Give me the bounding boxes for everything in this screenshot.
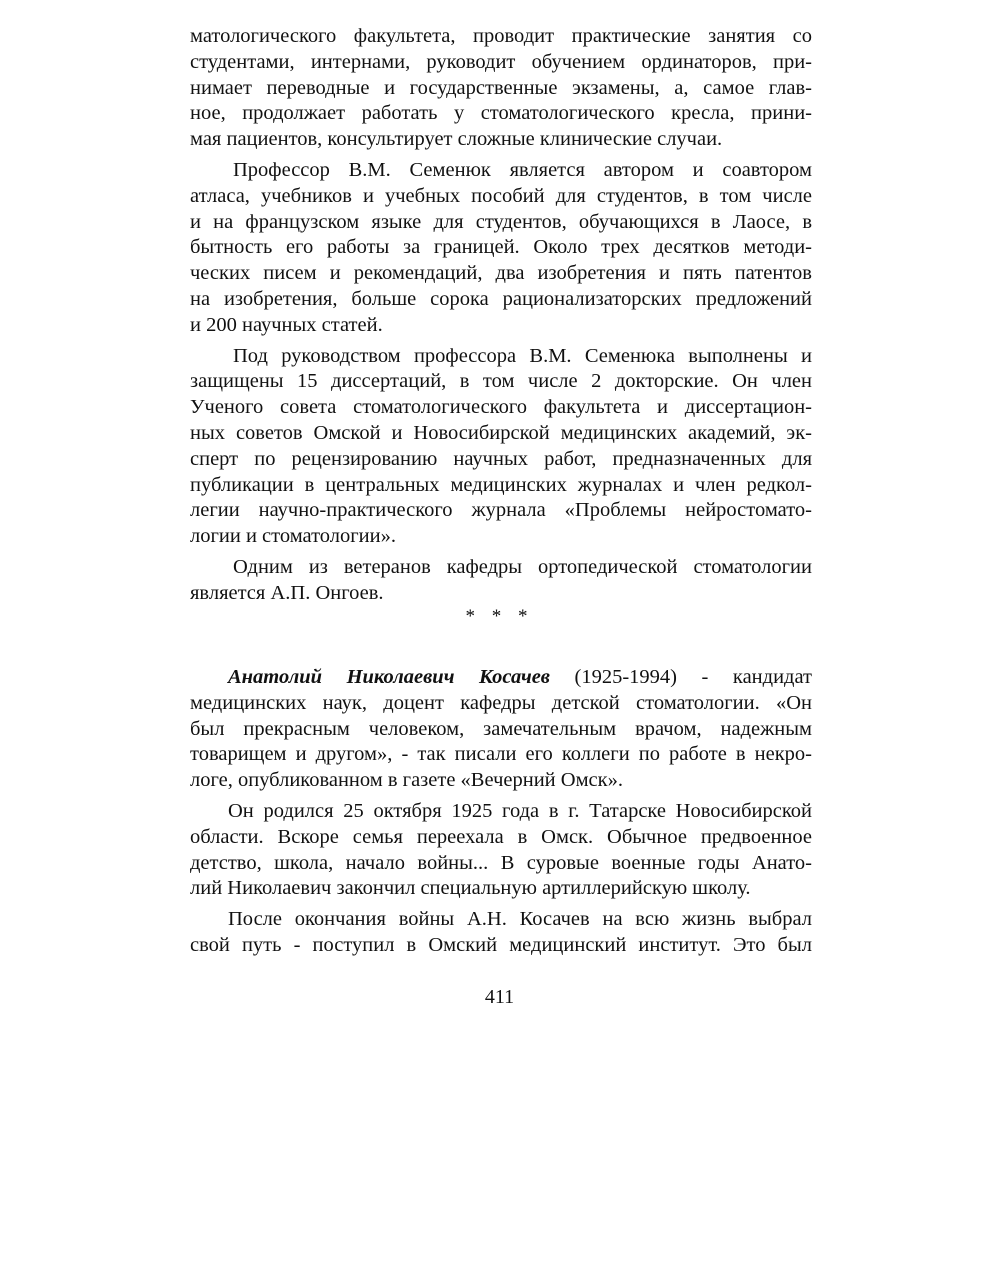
text-line: сперт по рецензированию научных работ, предназначенных для bbox=[190, 447, 812, 470]
text-line: Ученого совета стоматологического факультета и диссертацион- bbox=[190, 396, 812, 419]
text-line: детство, школа, начало войны... В суровые военные годы Анато- bbox=[190, 851, 812, 874]
text-block-kosachev bbox=[190, 665, 812, 959]
text-line: матологического факультета, проводит практические занятия со bbox=[190, 25, 812, 47]
text-line: Он родился 25 октября 1925 года в г. Татарске Новосибирской bbox=[228, 799, 812, 822]
text-line bbox=[190, 665, 812, 691]
text-line: студентами, интернами, руководит обучением ординаторов, при- bbox=[190, 50, 812, 73]
text-line: лий Николаевич закончил специальную артиллерийскую школу. bbox=[190, 877, 751, 900]
text-line: Профессор В.М. Семенюк является автором и соавтором bbox=[233, 158, 812, 181]
text-line: ное, продолжает работать у стоматологического кресла, прини- bbox=[190, 102, 812, 125]
text-line: Одним из ветеранов кафедры ортопедической стоматологии bbox=[233, 555, 812, 578]
text-line: ческих писем и рекомендаций, два изобретения и пять патентов bbox=[190, 262, 812, 285]
text-line: публикации в центральных медицинских журналах и член редкол- bbox=[190, 473, 812, 496]
text-line: и 200 научных статей. bbox=[190, 313, 383, 336]
text-line: товарищем и другом», - так писали его коллеги по работе в некро- bbox=[190, 743, 812, 766]
section-separator: * * * bbox=[465, 606, 534, 627]
text-line: мая пациентов, консультирует сложные клинические случаи. bbox=[190, 128, 723, 151]
text-line: логии и стоматологии». bbox=[190, 525, 396, 548]
name-dates: (1925-1994) - кандидат bbox=[549, 666, 812, 688]
text-line: является А.П. Онгоев. bbox=[190, 581, 384, 604]
text-line: свой путь - поступил в Омский медицинский институт. Это был bbox=[190, 933, 812, 956]
text-line: нимает переводные и государственные экзамены, а, самое глав- bbox=[190, 76, 812, 99]
text-line: был прекрасным человеком, замечательным врачом, надежным bbox=[190, 717, 812, 740]
text-line: Под руководством профессора В.М. Семенюка выполнены и bbox=[233, 344, 812, 367]
text-line: После окончания войны А.Н. Косачев на всю жизнь выбрал bbox=[228, 908, 812, 931]
text-line: атласа, учебников и учебных пособий для студентов, в том числе bbox=[190, 184, 812, 207]
page-number: 411 bbox=[484, 986, 515, 1008]
text-line: медицинских наук, доцент кафедры детской стоматологии. «Он bbox=[190, 691, 812, 714]
text-line: ных советов Омской и Новосибирской медицинских академий, эк- bbox=[190, 421, 812, 444]
text-line: легии научно-практического журнала «Проблемы нейростомато- bbox=[190, 499, 812, 522]
text-line: защищены 15 диссертаций, в том числе 2 докторские. Он член bbox=[190, 370, 812, 393]
text-line: на изобретения, больше сорока рационализаторских предложений bbox=[190, 287, 812, 310]
text-line: логе, опубликованном в газете «Вечерний Омск». bbox=[190, 769, 623, 792]
person-name: Анатолий Николаевич Косачев bbox=[228, 666, 550, 688]
text-line: области. Вскоре семья переехала в Омск. Обычное предвоенное bbox=[190, 825, 812, 848]
text-line: и на французском языке для студентов, обучающихся в Лаосе, в bbox=[190, 210, 812, 233]
text-line: бытность его работы за границей. Около трех десятков методи- bbox=[190, 236, 812, 259]
text-block-top bbox=[190, 24, 812, 607]
